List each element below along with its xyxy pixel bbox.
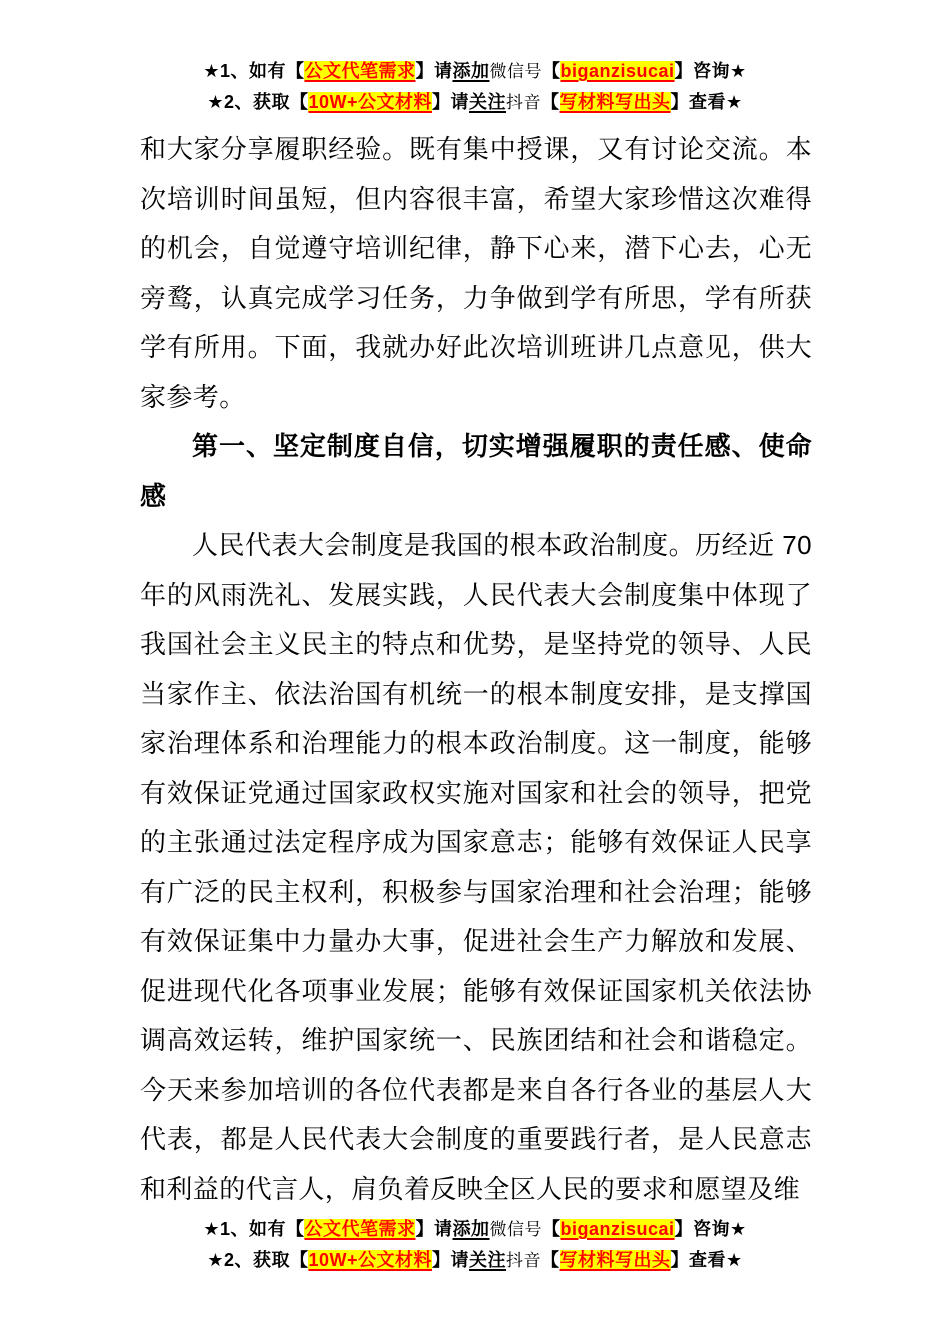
promo-footer-line-2 [0, 1245, 950, 1276]
promo-channel-label: 微信号 [489, 1220, 542, 1239]
promo-bracket-open: 【 [541, 1250, 560, 1270]
promo-account-name: 写材料写出头 [559, 1250, 671, 1270]
promo-bracket-close: 】请 [415, 61, 453, 81]
promo-prefix: ★1、如有【 [203, 61, 305, 81]
promo-bracket-open: 【 [541, 61, 561, 81]
promo-footer-line-1 [0, 1214, 950, 1245]
promo-bracket-close: 】请 [432, 1250, 470, 1270]
promo-bracket-open: 【 [541, 92, 560, 112]
promo-channel-label: 抖音 [506, 1251, 542, 1270]
promo-header [0, 0, 950, 118]
promo-footer [0, 1214, 950, 1276]
promo-action-link: 添加 [452, 1219, 490, 1239]
section-heading: 第一、坚定制度自信，切实增强履职的责任感、使命感 [140, 431, 812, 511]
promo-suffix: 】查看★ [670, 1250, 743, 1270]
paragraph-continuation: 和大家分享履职经验。既有集中授课，又有讨论交流。本次培训时间虽短，但内容很丰富，希望大家珍惜这次难得的机会，自觉遵守培训纪律，静下心来，潜下心去，心无旁鹜，认真完成学习任务，力争做到学有所思，学有所获学有所用。下面，我就办好此次培训班讲几点意见，供大家参考。 [140, 134, 812, 412]
promo-header-line-2 [0, 87, 950, 118]
promo-header-line-1 [0, 56, 950, 87]
promo-action-link: 关注 [469, 92, 507, 112]
promo-highlight-term: 公文代笔需求 [304, 61, 416, 81]
promo-action-link: 添加 [452, 61, 490, 81]
promo-bracket-close: 】请 [432, 92, 470, 112]
promo-account-name: 写材料写出头 [559, 92, 671, 112]
promo-prefix: ★2、获取【 [207, 1250, 309, 1270]
promo-suffix: 】查看★ [670, 92, 743, 112]
promo-prefix: ★1、如有【 [203, 1219, 305, 1239]
promo-prefix: ★2、获取【 [207, 92, 309, 112]
paragraph-section-1: 人民代表大会制度是我国的根本政治制度。历经近 70年的风雨洗礼、发展实践，人民代表大会制度集中体现了我国社会主义民主的特点和优势，是坚持党的领导、人民当家作主、依法治国有机统一的根本制度安排，是支撑国家治理体系和治理能力的根本政治制度。这一制度，能够有效保证党通过国家政权实施对国家和社会的领导，把党的主张通过法定程序成为国家意志；能够有效保证人民享有广泛的民主权利，积极参与国家治理和社会治理；能够有效保证集中力量办大事，促进社会生产力解放和发展、促进现代化各项事业发展；能够有效保证国家机关依法协调高效运转，维护国家统一、民族团结和社会和谐稳定。今天来参加培训的各位代表都是来自各行各业的基层人大代表，都是人民代表大会制度的重要践行者，是人民意志和利益的代言人，肩负着反映全区人民的要求和愿望及维 [140, 530, 812, 1204]
promo-bracket-close: 】请 [415, 1219, 453, 1239]
promo-action-link: 关注 [469, 1250, 507, 1270]
promo-highlight-term: 10W+公文材料 [308, 1250, 433, 1270]
promo-suffix: 】咨询★ [674, 1219, 747, 1239]
promo-account-name: biganzisucai [560, 1219, 675, 1239]
promo-suffix: 】咨询★ [674, 61, 747, 81]
promo-highlight-term: 公文代笔需求 [304, 1219, 416, 1239]
promo-channel-label: 抖音 [506, 93, 542, 112]
promo-bracket-open: 【 [541, 1219, 561, 1239]
promo-channel-label: 微信号 [489, 62, 542, 81]
document-body [140, 125, 812, 1214]
promo-account-name: biganzisucai [560, 61, 675, 81]
promo-highlight-term: 10W+公文材料 [308, 92, 433, 112]
